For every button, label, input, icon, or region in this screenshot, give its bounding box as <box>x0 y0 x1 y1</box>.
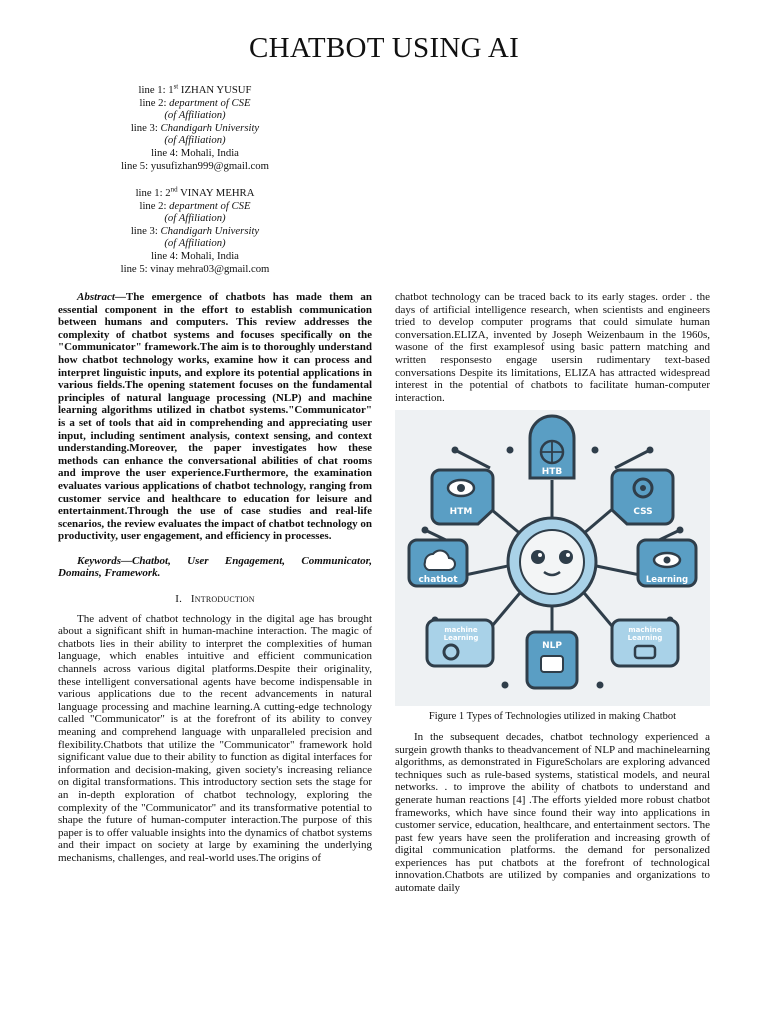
keywords: Keywords—Chatbot, User Engagement, Communicator, Domains, Framework. <box>58 554 372 580</box>
css-label: CSS <box>633 507 653 518</box>
ml-right-label-1: machine <box>628 626 662 635</box>
left-column <box>58 291 372 865</box>
author-line-4: line 4: Mohali, India <box>151 146 239 159</box>
author-line-1: line 1: 1st IZHAN YUSUF <box>138 82 252 96</box>
right-column <box>395 291 710 895</box>
figure-1-illustration <box>395 410 710 706</box>
intro-paragraph-3: In the subsequent decades, chatbot technology experienced a surgein growth thanks to theadvancement of NLP and machinelearning algorithms, as demonstrated in FigureScholars are exploring advanced techniques such as rule-based systems, statistical models, and neural networks. . to improve the ability of chatbots to understand and generate human reactions [4] .The efforts yielded more robust chatbot frameworks, which have since found their way into applications in customer service, education, healthcare, and entertainment sectors. The past few years have seen the proliferation and increasing growth of digital communication platforms. the demand for personalized experiences has put chatbots at the forefront of technological innovation.Chatbots are utilized by companies and organizations to automate daily <box>395 730 710 895</box>
paper-title: CHATBOT USING AI <box>248 32 520 64</box>
author-line-5: line 5: vinay mehra03@gmail.com <box>120 262 270 275</box>
author-affiliation-note: (of Affiliation) <box>164 134 226 147</box>
machine-learning-right-node <box>612 620 678 666</box>
author-affiliation-note: (of Affiliation) <box>164 212 226 225</box>
robot-face <box>508 518 596 606</box>
htm-node <box>432 470 493 524</box>
css-node <box>612 470 673 524</box>
author-line-3: line 3: Chandigarh University <box>130 224 260 237</box>
nlp-node <box>527 632 577 688</box>
author-affiliation-note: (of Affiliation) <box>164 237 226 250</box>
author-line-1: line 1: 2nd VINAY MEHRA <box>135 185 255 199</box>
author-block-2 <box>40 187 350 275</box>
author-line-4: line 4: Mohali, India <box>151 249 239 262</box>
chatbot-label: chatbot <box>418 575 458 586</box>
author-line-2: line 2: department of CSE <box>139 199 251 212</box>
abstract-lead: Abstract <box>77 291 115 303</box>
intro-paragraph-1: The advent of chatbot technology in the digital age has brought about a significant shift in human-machine interaction. The magic of chatbots lies in their ability to interpret the complexities of human language, which enables intuitive and efficient communication channels across various digital platforms.Despite their originality, these intelligent conversational agents have become indispensable in various applications due to the recent advancements in natural language processing and machine learning.A cutting-edge technology called "Communicator" is at the forefront of its ability to convey meaning and comprehend language with unparalleled precision and flexibility.Chatbots that utilize the "Communicator" framework hold significant value due to their ability to function as digital interfaces for information and decision-making, given society's increasing reliance on digital transformations. This introductory section sets the stage for an in-depth exploration of chatbot technology, exploring the complexity of the "Communicator" and its transformative potential to shape the future of human-computer interaction.The purpose of this paper is to offer valuable insights into the dynamics of chatbot systems and their impact on society at large by examining the underlying mechanisms, challenges, and real-world uses.The origins of <box>58 612 372 864</box>
chatbot-node <box>409 540 467 586</box>
author-line-5: line 5: yusufizhan999@gmail.com <box>121 159 269 172</box>
learning-label: Learning <box>645 575 689 586</box>
ml-right-label-2: Learning <box>627 634 663 643</box>
figure-caption: Figure 1 Types of Technologies utilized in making Chatbot <box>428 711 677 723</box>
htb-label: HTB <box>541 467 563 478</box>
abstract-text: —The emergence of chatbots has made them an essential component in the effort to establish communication between humans and computers. This review addresses the complexity of chatbot systems and focuses specifically on the "Communicator" framework.The aim is to thoroughly understand how chatbot technology works, examine how it can process and interpret linguistic inputs, and explore its potential applications in various fields.The opening statement focuses on the fundamental principles of natural language processing (NLP) and machine learning algorithms utilized in chatbot systems."Communicator" is a set of tools that aid in comprehending and appreciating user input, including sentiment analysis, context sensing, and context understanding.Moreover, the paper investigates how these methods can enhance the conversational abilities of chat rooms and improve the user experience.Furthermore, the examination evaluates various applications of chatbot technology, ranging from customer service and healthcare to education for leisure and entertainment.Through the use of case studies and real-life scenarios, the review evaluates the impact of chatbot technology on productivity, user engagement, and efficiency in processes. <box>58 291 372 543</box>
ml-left-label-1: machine <box>444 626 478 635</box>
learning-node <box>638 540 696 586</box>
abstract <box>58 291 372 543</box>
ml-left-label-2: Learning <box>443 634 479 643</box>
intro-paragraph-2: chatbot technology can be traced back to its early stages. order . the days of artificial intelligence research, when scientists and engineers tried to develop computer programs that could simulate human conversation.ELIZA, invented by Joseph Weizenbaum in the 1960s, wasone of the first examplesof using basic pattern matching and written responsesto engage usersin rudimentary text-based conversations Despite its limitations, ELIZA has attracted widespread interest in the potential of chatbots to facilitate human-computer interaction. <box>395 291 710 404</box>
machine-learning-left-node <box>427 620 493 666</box>
figure-1 <box>395 410 710 706</box>
author-block-1 <box>40 84 350 172</box>
author-affiliation-note: (of Affiliation) <box>164 109 226 122</box>
author-line-3: line 3: Chandigarh University <box>130 121 260 134</box>
htm-label: HTM <box>449 507 473 518</box>
section-heading: I. Introduction <box>175 593 255 606</box>
htb-node <box>530 416 574 478</box>
nlp-label: NLP <box>542 641 562 652</box>
author-line-2: line 2: department of CSE <box>139 96 251 109</box>
